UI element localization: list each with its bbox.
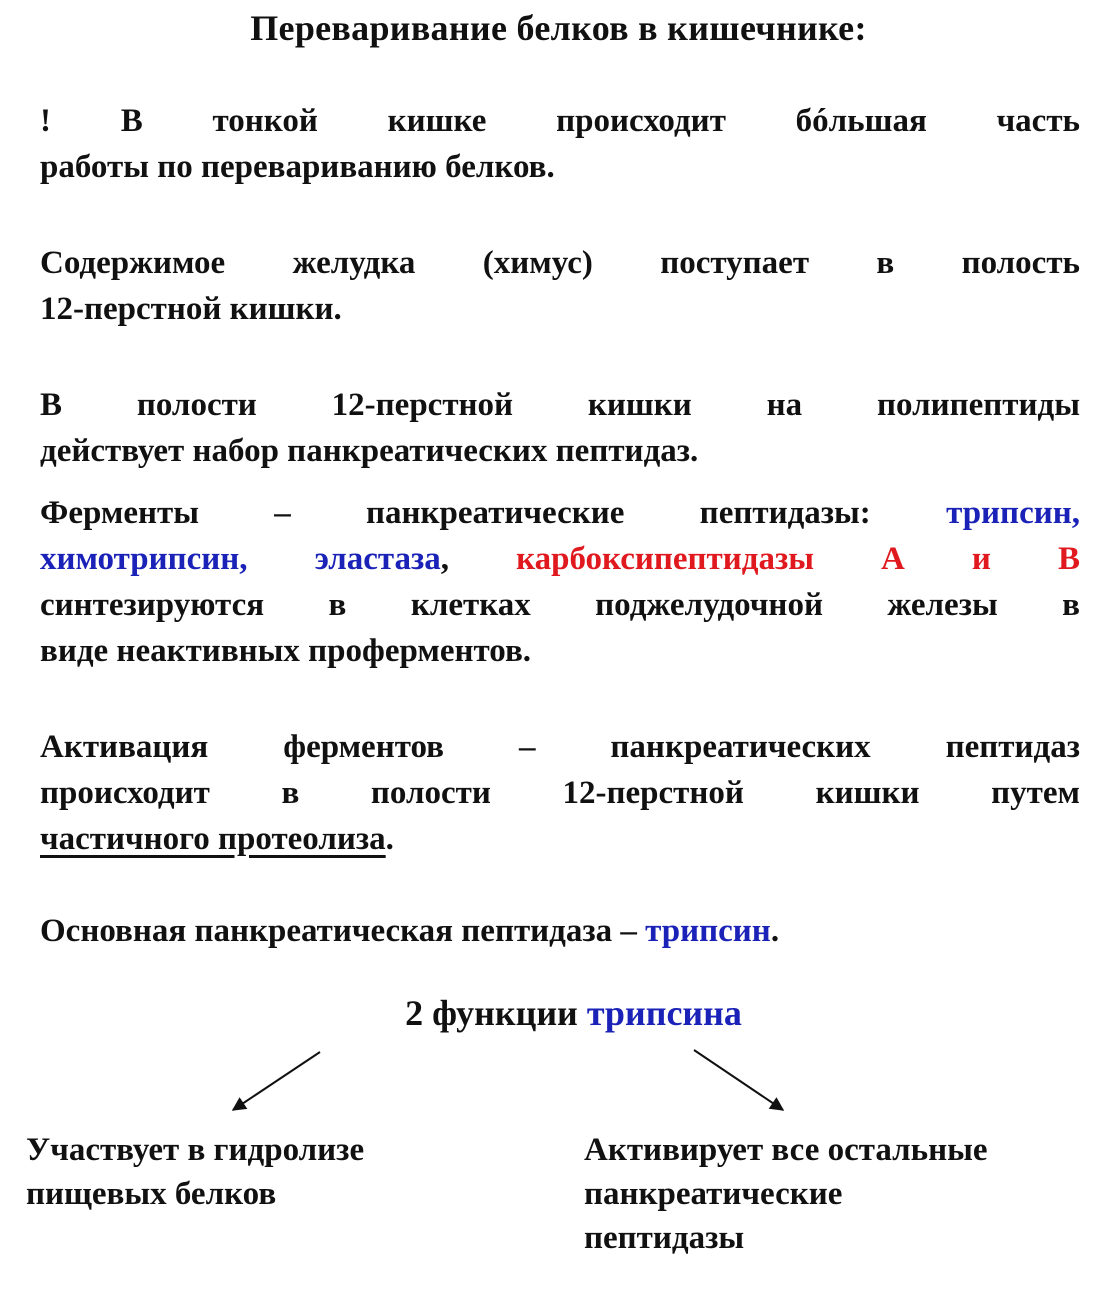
underlined-term: частичного протеолиза (40, 821, 386, 857)
arrow-right (694, 1050, 783, 1110)
text-fragment: . (770, 913, 780, 949)
text-line: происходит в полости 12-перстной кишки путем (40, 775, 1080, 811)
text-line: пищевых белков (26, 1176, 277, 1212)
text-line (40, 908, 1080, 954)
text-fragment: 2 функции (405, 993, 587, 1033)
enzyme-carboxypeptidases: карбоксипептидазы А и В (516, 541, 1080, 577)
enzyme-trypsin: трипсин, (946, 495, 1080, 531)
functions-heading (0, 990, 1117, 1036)
arrow-left (233, 1052, 320, 1110)
function-right (584, 1128, 1114, 1260)
enzyme-chymotrypsin-elastase: химотрипсин, эластаза (40, 541, 441, 577)
paragraph-main-peptidase (40, 908, 1080, 954)
paragraph-small-intestine (40, 98, 1080, 190)
paragraph-duodenum (40, 382, 1080, 474)
text-line: синтезируются в клетках поджелудочной железы в (40, 587, 1080, 623)
text-line: ! В тонкой кишке происходит бóльшая часть (40, 103, 1080, 139)
text-fragment: Основная панкреатическая пептидаза – (40, 913, 646, 949)
text-line: виде неактивных проферментов. (40, 633, 532, 669)
text-line: пептидазы (584, 1220, 745, 1256)
paragraph-enzymes (40, 490, 1080, 674)
enzyme-trypsin: трипсин (645, 913, 771, 949)
text-line: Активация ферментов – панкреатических пептидаз (40, 729, 1080, 765)
text-line: панкреатические (584, 1176, 843, 1212)
paragraph-activation (40, 724, 1080, 862)
text-line: Активирует все остальные (584, 1132, 988, 1168)
text-fragment: , (440, 541, 517, 577)
text-line (40, 816, 1080, 862)
text-fragment: . (385, 821, 394, 857)
text-line: В полости 12-перстной кишки на полипептиды (40, 387, 1080, 423)
text-line (40, 536, 1080, 582)
paragraph-chyme (40, 240, 1080, 332)
enzyme-trypsin: трипсина (586, 993, 742, 1033)
text-line: Участвует в гидролизе (26, 1132, 365, 1168)
text-fragment: Ферменты – панкреатические пептидазы: (40, 495, 947, 531)
text-line: 12-перстной кишки. (40, 291, 342, 327)
page-title: Переваривание белков в кишечнике: (250, 8, 867, 48)
function-left (26, 1128, 506, 1216)
text-line (40, 490, 1080, 536)
text-line: работы по перевариванию белков. (40, 149, 555, 185)
text-line: действует набор панкреатических пептидаз. (40, 433, 699, 469)
text-line: Содержимое желудка (химус) поступает в полость (40, 245, 1080, 281)
